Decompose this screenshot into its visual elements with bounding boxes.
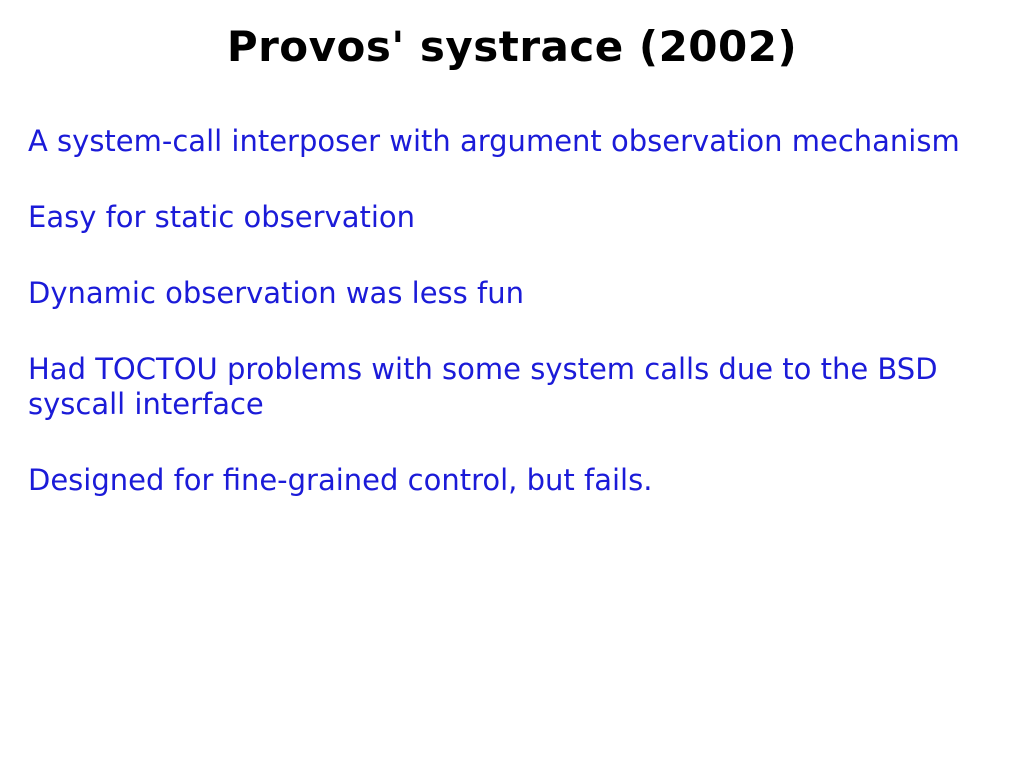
slide-title: Provos' systrace (2002) [226,22,798,71]
bullet-fine-grained-control: Designed for fine-grained control, but fails. [28,463,653,497]
slide-body [28,124,984,539]
bullet-toctou-problems: Had TOCTOU problems with some system calls due to the BSD syscall interface [28,352,938,421]
bullet-interposer: A system-call interposer with argument observation mechanism [28,124,960,158]
bullet-static-observation: Easy for static observation [28,200,416,234]
bullet-dynamic-observation: Dynamic observation was less fun [28,276,524,310]
